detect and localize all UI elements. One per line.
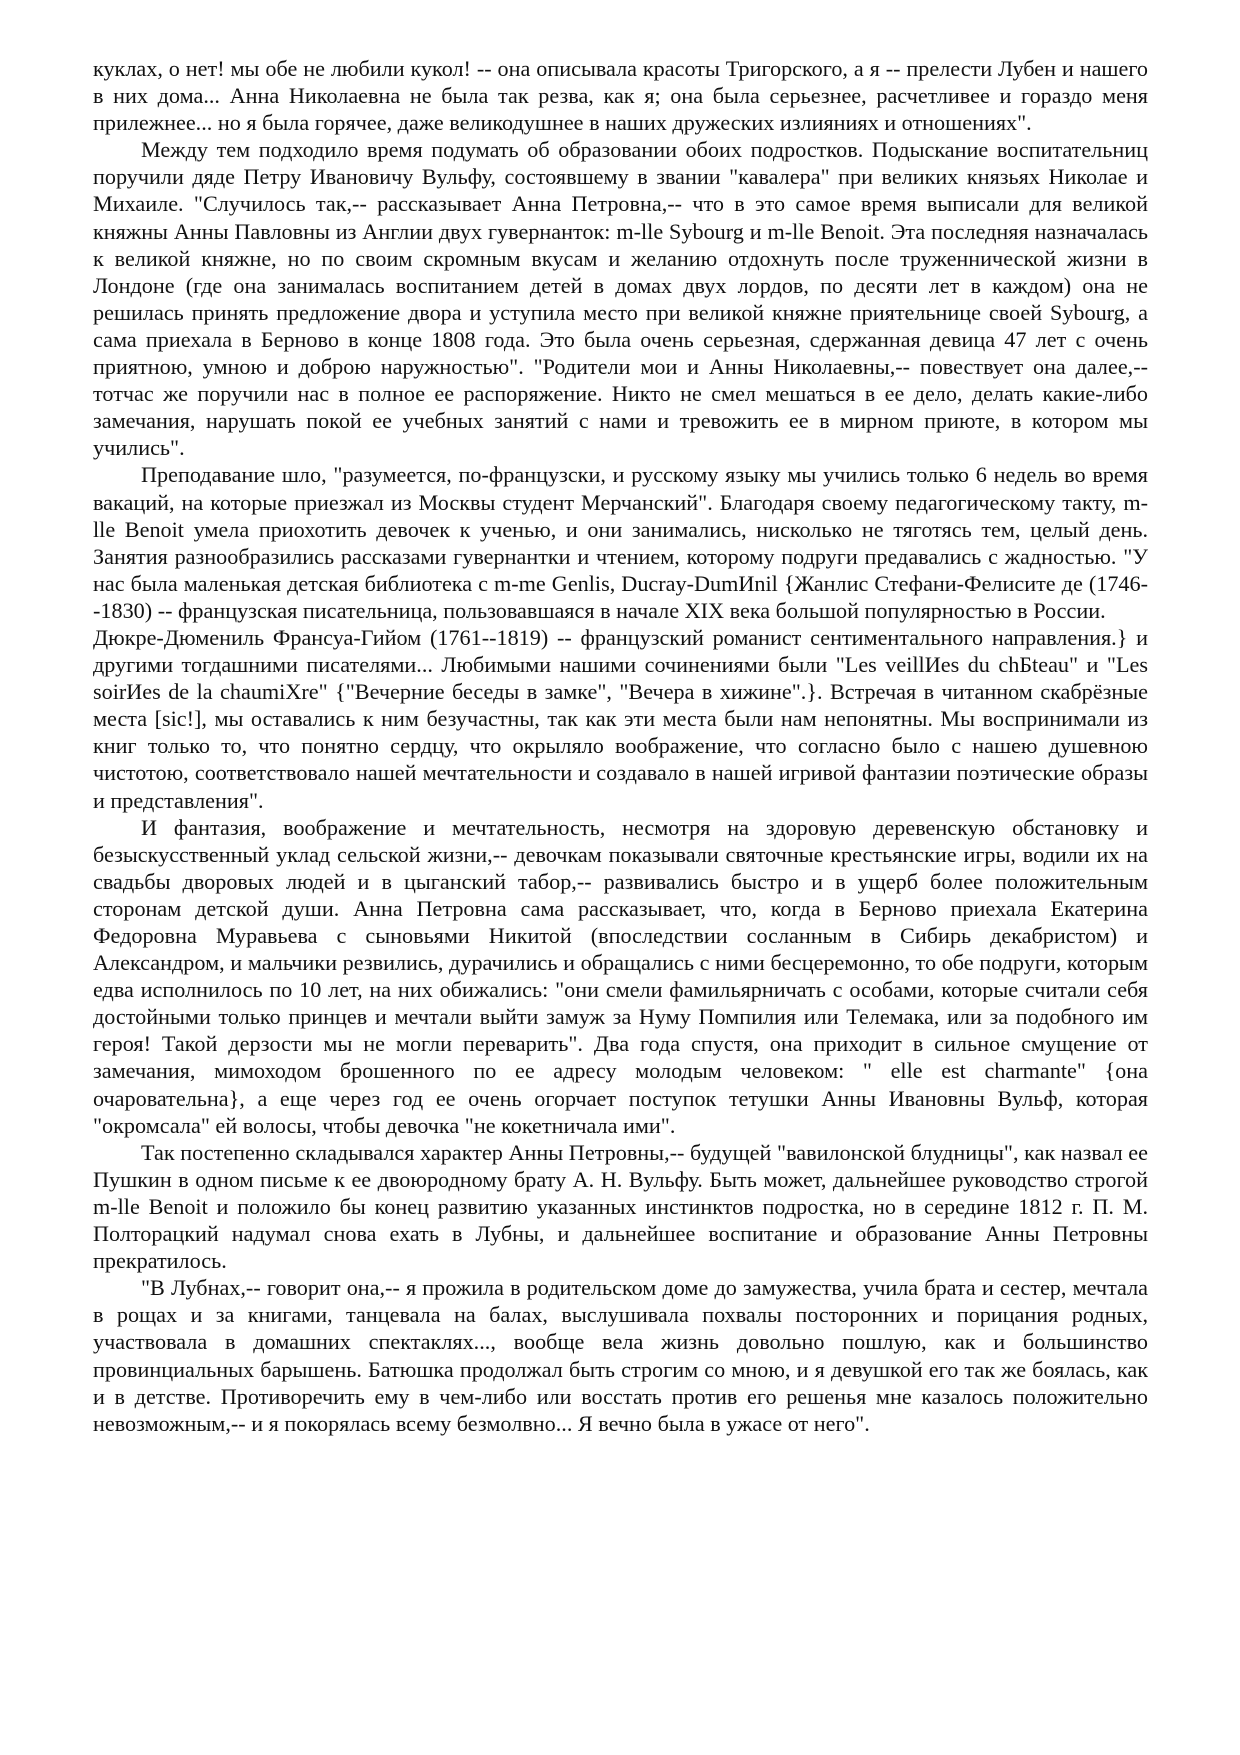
paragraph-footnote-continuation: Дюкре-Дюмениль Франсуа-Гийом (1761--1819) -- французский романист сентиментального направления.} и другими тогдашними писателями... Любимыми нашими сочинениями были "Les veillИes du chБteau" и "Les soirИes de la chaumiХre" {"Вечерние беседы в замке", "Вечера в хижине".}. Встречая в читанном скабрёзные места [sic!], мы оставались к ним безучастны, так как эти места были нам непонятны. Мы воспринимали из книг только то, что понятно сердцу, что окрыляло воображение, что согласно было с нашею душевною чистотою, соответствовало нашей мечтательности и создавало в нашей игривой фантазии поэтические образы и представления". <box>93 624 1148 813</box>
paragraph-lubny: "В Лубнах,-- говорит она,-- я прожила в родительском доме до замужества, учила брата и сестер, мечтала в рощах и за книгами, танцевала на балах, выслушивала похвалы посторонних и порицания родных, участвовала в домашних спектаклях..., вообще вела жизнь довольно пошлую, как и большинство провинциальных барышень. Батюшка продолжал быть строгим со мною, и я девушкой его так же боялась, как и в детстве. Противоречить ему в чем-либо или восстать против его решенья мне казалось положительно невозможным,-- и я покорялась всему безмолвно... Я вечно была в ужасе от него". <box>93 1275 1148 1436</box>
paragraph-fantasy: И фантазия, воображение и мечтательность, несмотря на здоровую деревенскую обстановку и безыскусственный уклад сельской жизни,-- девочкам показывали святочные крестьянские игры, водили их на свадьбы дворовых людей и в цыганский табор,-- развивались быстро и в ущерб более положительным сторонам детской души. Анна Петровна сама рассказывает, что, когда в Берново приехала Екатерина Федоровна Муравьева с сыновьями Никитой (впоследствии сосланным в Сибирь декабристом) и Александром, и мальчики резвились, дурачились и обращались с ними бесцеремонно, то обе подруги, которым едва исполнилось по 10 лет, на них обижались: "они смели фамильярничать с особами, которые считали себя достойными только принцев и мечтали выйти замуж за Нуму Помпилия или Телемака, или за подобного им героя! Такой дерзости мы не могли переварить". Два года спустя, она приходит в сильное смущение от замечания, мимоходом брошенного по ее адресу молодым человеком: " elle est charmante" {она очаровательна}, а еще через год ее очень огорчает поступок тетушки Анны Ивановны Вульф, которая "окромсала" ей волосы, чтобы девочка "не кокетничала ими". <box>93 814 1148 1138</box>
paragraph-teaching: Преподавание шло, "разумеется, по-французски, и русскому языку мы учились только 6 недель во время вакаций, на которые приезжал из Москвы студент Мерчанский". Благодаря своему педагогическому такту, m-lle Benoit умела приохотить девочек к ученью, и они занимались, нисколько не тяготясь тем, целый день. Занятия разнообразились рассказами гувернантки и чтением, которому подруги предавались с жадностью. "У нас была маленькая детская библиотека с m-me Genlis, Ducray-DumИnil {Жанлис Стефани-Фелисите де (1746--1830) -- французская писательница, пользовавшаяся в начале XIX века большой популярностью в России. <box>93 462 1148 623</box>
paragraph-continuation: куклах, о нет! мы обе не любили кукол! -- она описывала красоты Тригорского, а я -- прелести Лубен и нашего в них дома... Анна Николаевна не была так резва, как я; она была серьезнее, расчетливее и гораздо меня прилежнее... но я была горячее, даже великодушнее в наших дружеских излияниях и отношениях". <box>93 56 1148 136</box>
paragraph-character: Так постепенно складывался характер Анны Петровны,-- будущей "вавилонской блудницы", как назвал ее Пушкин в одном письме к ее двоюродному брату А. Н. Вульфу. Быть может, дальнейшее руководство строгой m-lle Benoit и положило бы конец развитию указанных инстинктов подростка, но в середине 1812 г. П. М. Полторацкий надумал снова ехать в Лубны, и дальнейшее воспитание и образование Анны Петровны прекратилось. <box>93 1139 1148 1274</box>
paragraph-education: Между тем подходило время подумать об образовании обоих подростков. Подыскание воспитательниц поручили дяде Петру Ивановичу Вульфу, состоявшему в звании "кавалера" при великих князьях Николае и Михаиле. "Случилось так,-- рассказывает Анна Петровна,-- что в это самое время выписали для великой княжны Анны Павловны из Англии двух гувернанток: m-lle Sybourg и m-lle Benoit. Эта последняя назначалась к великой княжне, но по своим скромным вкусам и желанию отдохнуть после труженнической жизни в Лондоне (где она занималась воспитанием детей в домах двух лордов, по десяти лет в каждом) она не решилась принять предложение двора и уступила место при великой княжне приятельнице своей Sybourg, а сама приехала в Берново в конце 1808 года. Это была очень серьезная, сдержанная девица 47 лет с очень приятною, умною и доброю наружностью". "Родители мои и Анны Николаевны,-- повествует она далее,-- тотчас же поручили нас в полное ее распоряжение. Никто не смел мешаться в ее дело, делать какие-либо замечания, нарушать покой ее учебных занятий с нами и тревожить ее в мирном приюте, в котором мы учились". <box>93 137 1148 461</box>
